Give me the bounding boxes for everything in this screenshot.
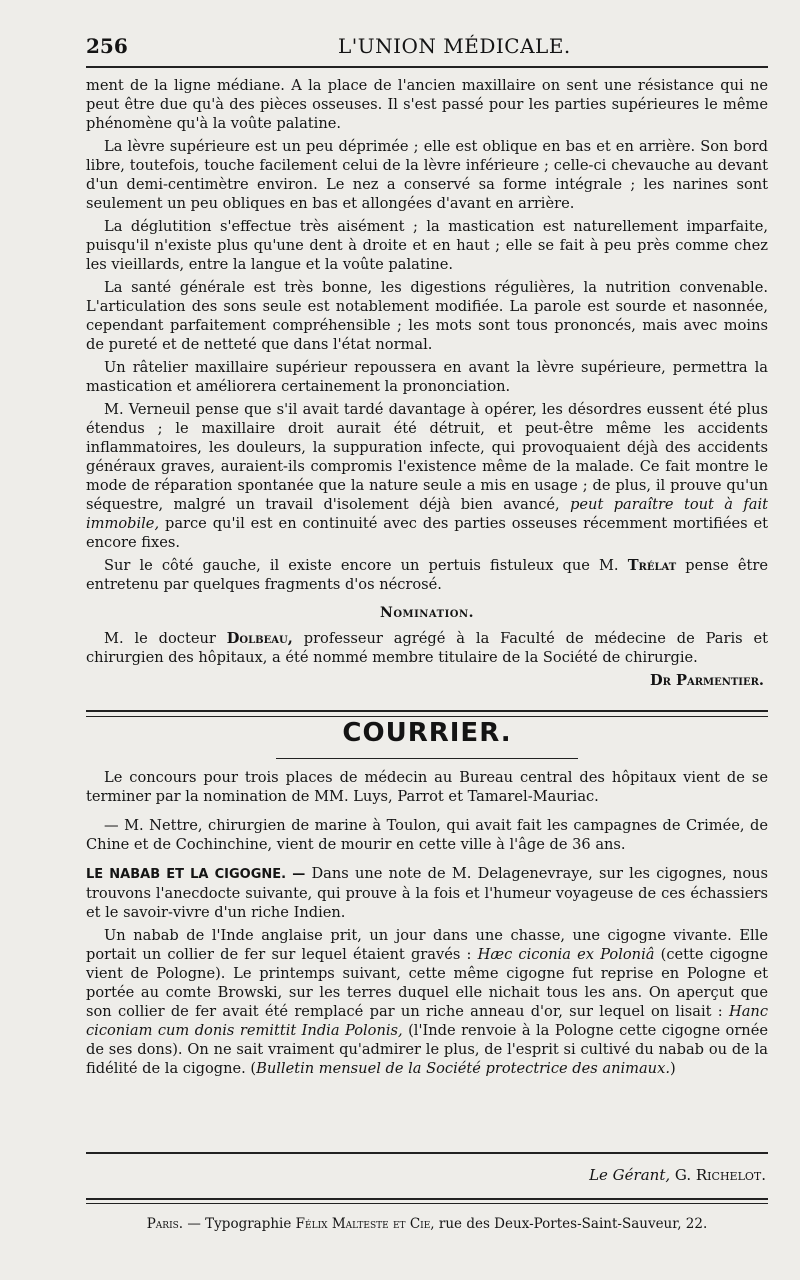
footer-double-rule (86, 1198, 768, 1204)
header-rule (86, 66, 768, 68)
text-run: Un nabab de l'Inde anglaise prit, un jour dans une chasse, une cigogne vivante. Elle portait un collier de fer sur lequel étaient gravés : (86, 927, 768, 963)
courrier-heading-block (86, 702, 768, 768)
latin-inscription: Hæc ciconia ex Poloniâ (477, 946, 655, 963)
article-body (86, 76, 768, 1078)
person-name: Trélat (627, 557, 677, 574)
courrier-title: COURRIER. (342, 718, 512, 748)
text-run: Sur le côté gauche, il existe encore un pertuis fistuleux que M. (104, 557, 619, 574)
paragraph (86, 926, 768, 1078)
nomination-paragraph (86, 629, 768, 667)
text-run: Dans une note de M. Delagenevraye, sur les cigognes, nous trouvons l'anecdocte suivante, qui prouve à la fois et l'humeur voyageuse de ces échassiers et le savoir-vivre d'un riche Indien. (86, 865, 768, 921)
text-run: (cette cigogne vient de Pologne). Le printemps suivant, cette même cigogne fut reprise en Pologne et portée au comte Browski, sur les terres duquel elle nichait tous les ans. On aperçut que son collier de fer avait été remplacé par un riche anneau d'or, sur lequel on lisait : (86, 946, 769, 1020)
person-name: Dolbeau, (226, 630, 293, 647)
title-underline (276, 758, 578, 759)
paragraph: Le concours pour trois places de médecin au Bureau central des hôpitaux vient de se terminer par la nomination de MM. Luys, Parrot et Tamarel-Mauriac. (86, 769, 768, 805)
paragraph: ment de la ligne médiane. A la place de l'ancien maxillaire on sent une résistance qui ne peut être due qu'à des pièces osseuses. Il s'est passé pour les parties supérieures le même phénomène qu'à la voûte palatine. (86, 77, 768, 132)
printer-name: Félix Malteste et Cie, (295, 1216, 435, 1232)
footer-rule (86, 1152, 768, 1154)
text-run: parce qu'il est en continuité avec des parties osseuses récemment mortifiées et encore fixes. (86, 515, 768, 551)
section-double-rule (86, 710, 768, 717)
paragraph (86, 556, 768, 594)
text-run: pense être entretenu par quelques fragments d'os nécrosé. (86, 557, 769, 593)
latin-inscription: Hanc ciconiam cum donis remittit India Polonis, (86, 1003, 768, 1039)
imprint-city: Paris. (146, 1216, 184, 1232)
text-run: — Typographie (187, 1216, 292, 1232)
text-run: professeur agrégé à la Faculté de médecine de Paris et chirurgien des hôpitaux, a été nommé membre titulaire de la Société de chirurgie. (86, 630, 769, 666)
page-header (86, 30, 766, 60)
text-run: M. Verneuil pense que s'il avait tardé davantage à opérer, les désordres eussent été plus étendus ; le maxillaire droit aurait été détruit, et peut-être même les accidents inflammatoires, les douleurs, la suppuration infecte, qui provoquaient déjà des accidents généraux graves, auraient-ils compromis l'existence même de la malade. Ce fait montre le mode de réparation spontanée que la nature seule a mis en usage ; de plus, il prouve qu'un séquestre, malgré un travail d'isolement déjà bien avancé, (86, 401, 768, 513)
gerant-line (86, 1166, 766, 1184)
text-run: (l'Inde renvoie à la Pologne cette cigogne ornée de ses dons). On ne sait vraiment qu'admirer le plus, de l'esprit si cultivé du nabab ou de la fidélité de la cigogne. ( (86, 1022, 768, 1077)
paragraph: La lèvre supérieure est un peu déprimée ; elle est oblique en bas et en arrière. Son bord libre, toutefois, touche facilement celui de la lèvre inférieure ; celle-ci chevauche au devant d'un demi-centimètre environ. Le nez a conservé sa forme intégrale ; les narines sont seulement un peu obliques en bas et allongées d'avant en arrière. (86, 138, 768, 212)
text-run: M. le docteur (104, 630, 216, 647)
text-run: ) (669, 1060, 676, 1077)
author-signature: Dr Parmentier. (649, 672, 764, 689)
anecdote-label: LE NABAB ET LA CIGOGNE. — (86, 867, 306, 882)
gerant-label: Le Gérant, (589, 1166, 671, 1184)
printer-imprint (86, 1216, 768, 1232)
paragraph: La déglutition s'effectue très aisément ; la mastication est naturellement imparfaite, puisqu'il n'existe plus qu'une dent à droite et en haut ; elle se fait à peu près comme chez les vieillards, entre la langue et la voûte palatine. (86, 218, 768, 273)
page-number: 256 (86, 34, 128, 58)
source-citation: Bulletin mensuel de la Société protectrice des animaux. (256, 1060, 670, 1077)
nomination-title: Nomination. (380, 605, 474, 621)
paragraph (86, 864, 768, 922)
paragraph (86, 400, 768, 552)
paragraph: La santé générale est très bonne, les digestions régulières, la nutrition convenable. L'articulation des sons seule est notablement modifiée. La parole est sourde et nasonnée, cependant parfaitement compréhensible ; les mots sont tous prononcés, mais avec moins de pureté et de netteté que dans l'état normal. (86, 279, 768, 353)
journal-title: L'UNION MÉDICALE. (338, 34, 571, 58)
paragraph: — M. Nettre, chirurgien de marine à Toulon, qui avait fait les campagnes de Crimée, de Chine et de Cochinchine, vient de mourir en cette ville à l'âge de 36 ans. (86, 817, 768, 853)
paragraph: Un râtelier maxillaire supérieur repoussera en avant la lèvre supérieure, permettra la mastication et améliorera certainement la prononciation. (86, 359, 768, 395)
gerant-name: G. Richelot. (674, 1166, 766, 1184)
italic-phrase: peut paraître tout à fait immobile, (86, 496, 768, 532)
text-run: rue des Deux-Portes-Saint-Sauveur, 22. (438, 1216, 708, 1232)
